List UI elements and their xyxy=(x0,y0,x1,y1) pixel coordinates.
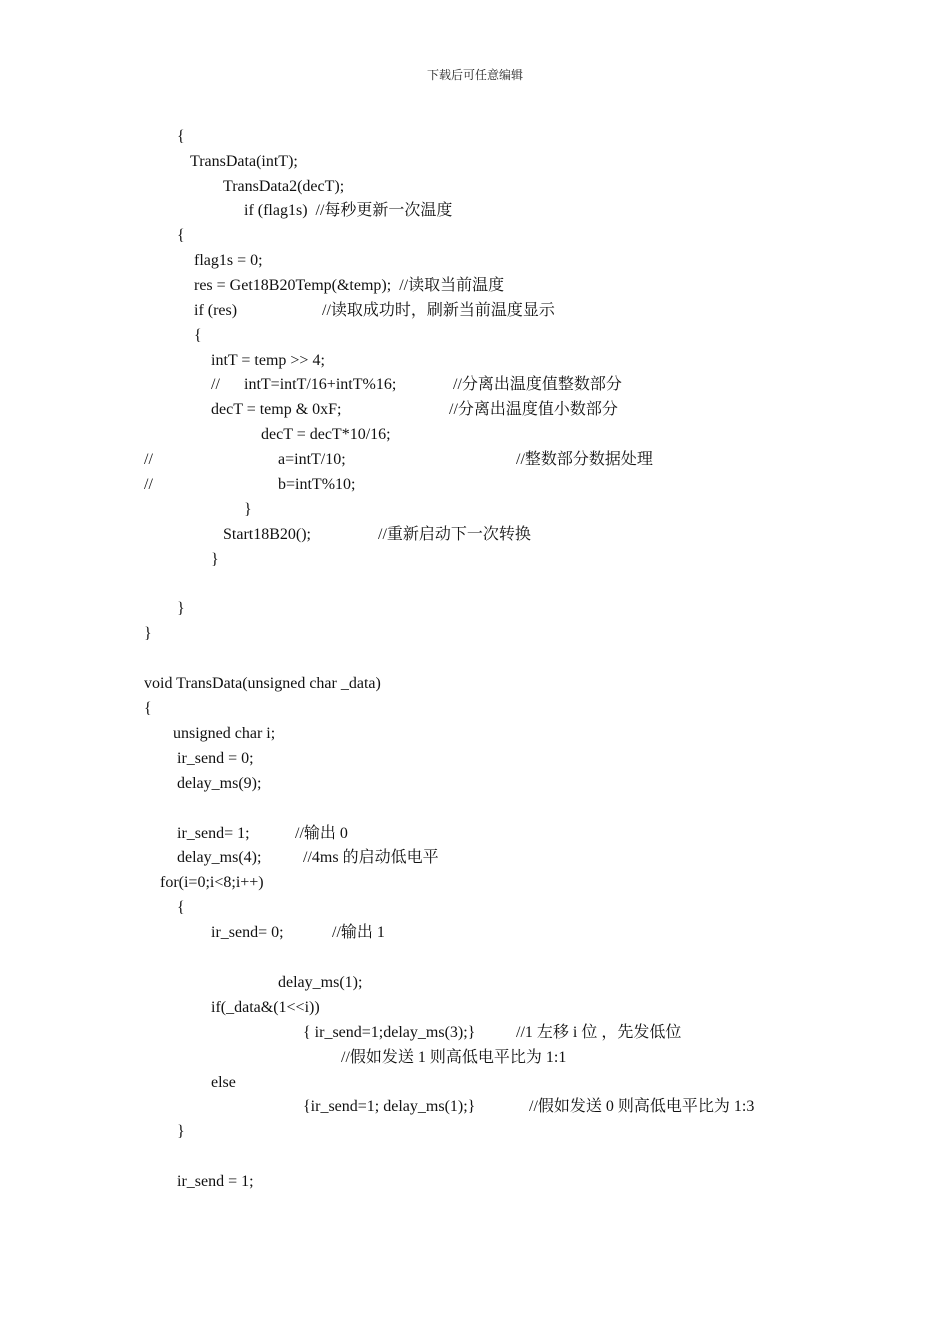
code-line-7: res = Get18B20Temp(&temp); //读取当前温度 xyxy=(194,277,505,294)
code-line-27: delay_ms(4); xyxy=(177,849,262,866)
code-line-37: } xyxy=(177,1123,185,1140)
code-comment-26: //输出 0 xyxy=(295,825,348,842)
code-line-30: ir_send= 0; xyxy=(211,924,284,941)
code-line-14: // xyxy=(144,451,153,468)
code-line-29: { xyxy=(177,899,185,916)
code-line-18: } xyxy=(211,551,219,568)
code-line-8: if (res) xyxy=(194,302,238,319)
code-comment-8: //读取成功时，刷新当前温度显示 xyxy=(322,302,555,319)
code-line-24: ir_send = 0; xyxy=(177,750,254,767)
code-comment-36: //假如发送 0 则高低电平比为 1:3 xyxy=(529,1098,755,1115)
code-line-6: flag1s = 0; xyxy=(194,252,263,269)
code-line-22: { xyxy=(144,700,152,717)
code-line-3: TransData2(decT); xyxy=(223,178,345,195)
code-comment-17: //重新启动下一次转换 xyxy=(378,526,531,543)
code-line-2: TransData(intT); xyxy=(190,153,298,170)
code-line-23: unsigned char i; xyxy=(173,725,276,742)
code-comment-33: //1 左移 i 位 ，先发低位 xyxy=(516,1024,682,1041)
code-comment-14: a=intT/10; xyxy=(278,451,346,468)
code-comment-15: b=intT%10; xyxy=(278,476,356,493)
code-line-16: } xyxy=(244,501,252,518)
code-line-9: { xyxy=(194,327,202,344)
code-line-33: { ir_send=1;delay_ms(3);} xyxy=(303,1024,476,1041)
code-line-17: Start18B20(); xyxy=(223,526,311,543)
code-line-15: // xyxy=(144,476,153,493)
code-line-12: decT = temp & 0xF; xyxy=(211,401,342,418)
code-line-11: // xyxy=(211,376,220,393)
code-line-10: intT = temp >> 4; xyxy=(211,352,325,369)
code-line-28: for(i=0;i<8;i++) xyxy=(160,874,264,891)
code-line-20: } xyxy=(144,625,152,642)
code-line-38: ir_send = 1; xyxy=(177,1173,254,1190)
code-line-36: {ir_send=1; delay_ms(1);} xyxy=(303,1098,476,1115)
code-line-5: { xyxy=(177,227,185,244)
code-comment-27: //4ms 的启动低电平 xyxy=(303,849,439,866)
code-line-21: void TransData(unsigned char _data) xyxy=(144,675,381,692)
code-line-35: else xyxy=(211,1074,236,1091)
code-comment-14: //整数部分数据处理 xyxy=(516,451,653,468)
code-line-32: if(_data&(1<<i)) xyxy=(211,999,320,1016)
code-line-1: { xyxy=(177,128,185,145)
page-header: 下载后可任意编辑 xyxy=(426,68,523,82)
code-line-19: } xyxy=(177,600,185,617)
code-comment-11: intT=intT/16+intT%16; xyxy=(244,376,397,393)
code-line-26: ir_send= 1; xyxy=(177,825,250,842)
code-comment-11: //分离出温度值整数部分 xyxy=(453,376,622,393)
code-line-34: //假如发送 1 则高低电平比为 1:1 xyxy=(341,1049,567,1066)
code-line-31: delay_ms(1); xyxy=(278,974,363,991)
code-line-25: delay_ms(9); xyxy=(177,775,262,792)
code-line-13: decT = decT*10/16; xyxy=(261,426,391,443)
code-comment-30: //输出 1 xyxy=(332,924,385,941)
code-comment-12: //分离出温度值小数部分 xyxy=(449,401,618,418)
code-line-4: if (flag1s) //每秒更新一次温度 xyxy=(244,202,453,219)
